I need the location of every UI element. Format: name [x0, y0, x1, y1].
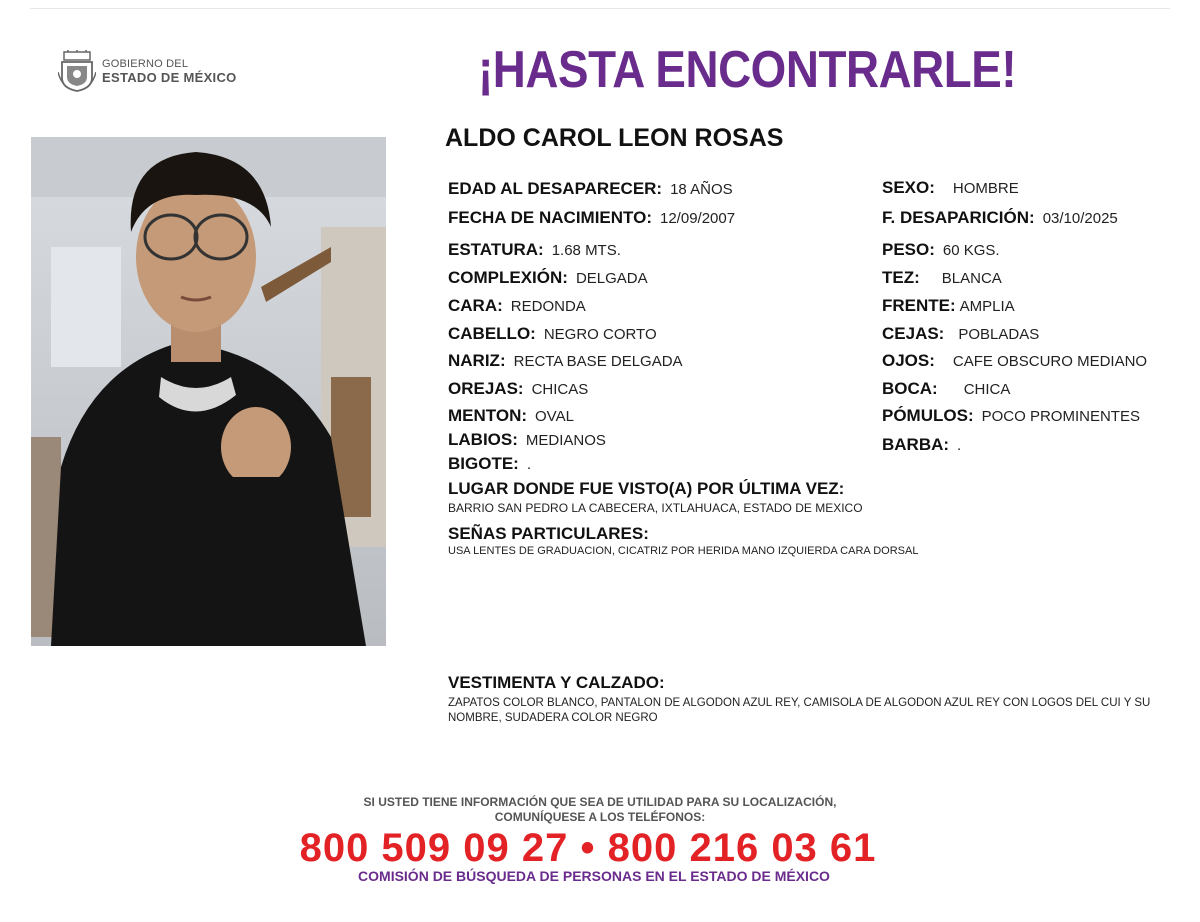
field-weight-value: 60 KGS. [942, 242, 1000, 259]
field-mustache [448, 454, 531, 474]
field-beard [882, 435, 961, 455]
field-height-value: 1.68 MTS. [551, 242, 621, 259]
field-birthdate-label: FECHA DE NACIMIENTO: [448, 208, 652, 227]
field-mouth-label: BOCA: [882, 379, 938, 398]
marks-text: USA LENTES DE GRADUACION, CICATRIZ POR HERIDA MANO IZQUIERDA CARA DORSAL [448, 545, 919, 557]
field-complexion [882, 268, 1002, 288]
last-seen-text: BARRIO SAN PEDRO LA CABECERA, IXTLAHUACA, ESTADO DE MEXICO [448, 501, 863, 515]
field-nose [448, 351, 683, 371]
commission-name: COMISIÓN DE BÚSQUEDA DE PERSONAS EN EL ESTADO DE MÉXICO [358, 868, 830, 884]
field-forehead [882, 296, 1015, 316]
clothing-title: VESTIMENTA Y CALZADO: [448, 673, 665, 692]
field-disappearance-date-value: 03/10/2025 [1042, 210, 1118, 227]
logo-line-1: GOBIERNO DEL [102, 58, 189, 70]
person-name: ALDO CAROL LEON ROSAS [445, 124, 784, 152]
field-height-label: ESTATURA: [448, 240, 544, 259]
field-build-label: COMPLEXIÓN: [448, 268, 568, 287]
last-seen-title: LUGAR DONDE FUE VISTO(A) POR ÚLTIMA VEZ: [448, 479, 845, 498]
field-chin-label: MENTON: [448, 406, 528, 425]
field-weight [882, 240, 1000, 260]
field-build-value: DELGADA [575, 270, 648, 287]
field-lips-label: LABIOS: [448, 430, 518, 449]
logo-line-2: ESTADO DE MÉXICO [102, 70, 237, 85]
state-seal-icon [58, 50, 96, 92]
field-sex-label: SEXO: [882, 178, 935, 197]
person-photo-illustration [31, 137, 386, 646]
field-mustache-label: BIGOTE: [448, 454, 519, 473]
field-eyebrows [882, 324, 1039, 344]
field-cheekbones-label: PÓMULOS: [882, 406, 974, 425]
field-age [448, 179, 733, 199]
phone-numbers[interactable]: 800 509 09 27 • 800 216 03 61 [299, 826, 877, 870]
field-chin-value: OVAL [535, 408, 574, 425]
field-disappearance-date-label: F. DESAPARICIÓN: [882, 208, 1035, 227]
field-chin [448, 406, 574, 426]
field-mouth-value: CHICA [963, 381, 1011, 398]
field-ears [448, 379, 588, 399]
info-line-1: SI USTED TIENE INFORMACIÓN QUE SEA DE UTILIDAD PARA SU LOCALIZACIÓN, [363, 795, 837, 809]
field-hair-label: CABELLO: [448, 324, 536, 343]
field-cheekbones-value: POCO PROMINENTES [981, 408, 1140, 425]
field-nose-value: RECTA BASE DELGADA [513, 353, 683, 370]
clothing-text: ZAPATOS COLOR BLANCO, PANTALON DE ALGODON AZUL REY, CAMISOLA DE ALGODON AZUL REY CON LOGOS DEL CUI Y SU NOMBRE, SUDADERA COLOR NEGRO [448, 697, 1151, 724]
field-weight-label: PESO: [882, 240, 935, 259]
field-beard-value: . [957, 437, 962, 454]
field-ears-label: OREJAS: [448, 379, 524, 398]
field-cheekbones [882, 406, 1140, 426]
field-eyes [882, 351, 1147, 371]
field-hair-value: NEGRO CORTO [543, 326, 657, 343]
field-eyebrows-value: POBLADAS [958, 326, 1040, 343]
field-lips [448, 430, 606, 450]
field-beard-label: BARBA: [882, 435, 950, 454]
field-eyes-label: OJOS: [882, 351, 935, 370]
headline: ¡HASTA ENCONTRARLE! [478, 41, 1017, 99]
field-build [448, 268, 648, 288]
marks-title: SEÑAS PARTICULARES: [448, 524, 649, 543]
field-forehead-value: AMPLIA [959, 298, 1015, 315]
person-photo [31, 137, 386, 646]
field-sex [882, 178, 1019, 198]
top-divider [30, 8, 1170, 9]
field-face-label: CARA: [448, 296, 503, 315]
field-mustache-value: . [526, 456, 532, 473]
field-sex-value: HOMBRE [952, 180, 1019, 197]
info-line-2: COMUNÍQUESE A LOS TELÉFONOS: [494, 810, 706, 824]
field-hair [448, 324, 657, 344]
field-complexion-label: TEZ: [882, 268, 920, 287]
field-eyebrows-label: CEJAS: [882, 324, 945, 343]
field-birthdate [448, 208, 735, 228]
field-height [448, 240, 621, 260]
field-lips-value: MEDIANOS [525, 432, 606, 449]
field-age-value: 18 AÑOS [670, 181, 733, 198]
field-mouth [882, 379, 1010, 399]
field-ears-value: CHICAS [531, 381, 589, 398]
field-face-value: REDONDA [510, 298, 586, 315]
field-nose-label: NARIZ: [448, 351, 506, 370]
field-age-label: EDAD AL DESAPARECER: [448, 179, 663, 198]
field-complexion-value: BLANCA [941, 270, 1002, 287]
field-forehead-label: FRENTE: [882, 296, 956, 315]
government-logo [58, 50, 237, 92]
field-disappearance-date [882, 208, 1118, 228]
field-face [448, 296, 586, 316]
field-birthdate-value: 12/09/2007 [660, 210, 736, 227]
field-eyes-value: CAFE OBSCURO MEDIANO [952, 353, 1148, 370]
